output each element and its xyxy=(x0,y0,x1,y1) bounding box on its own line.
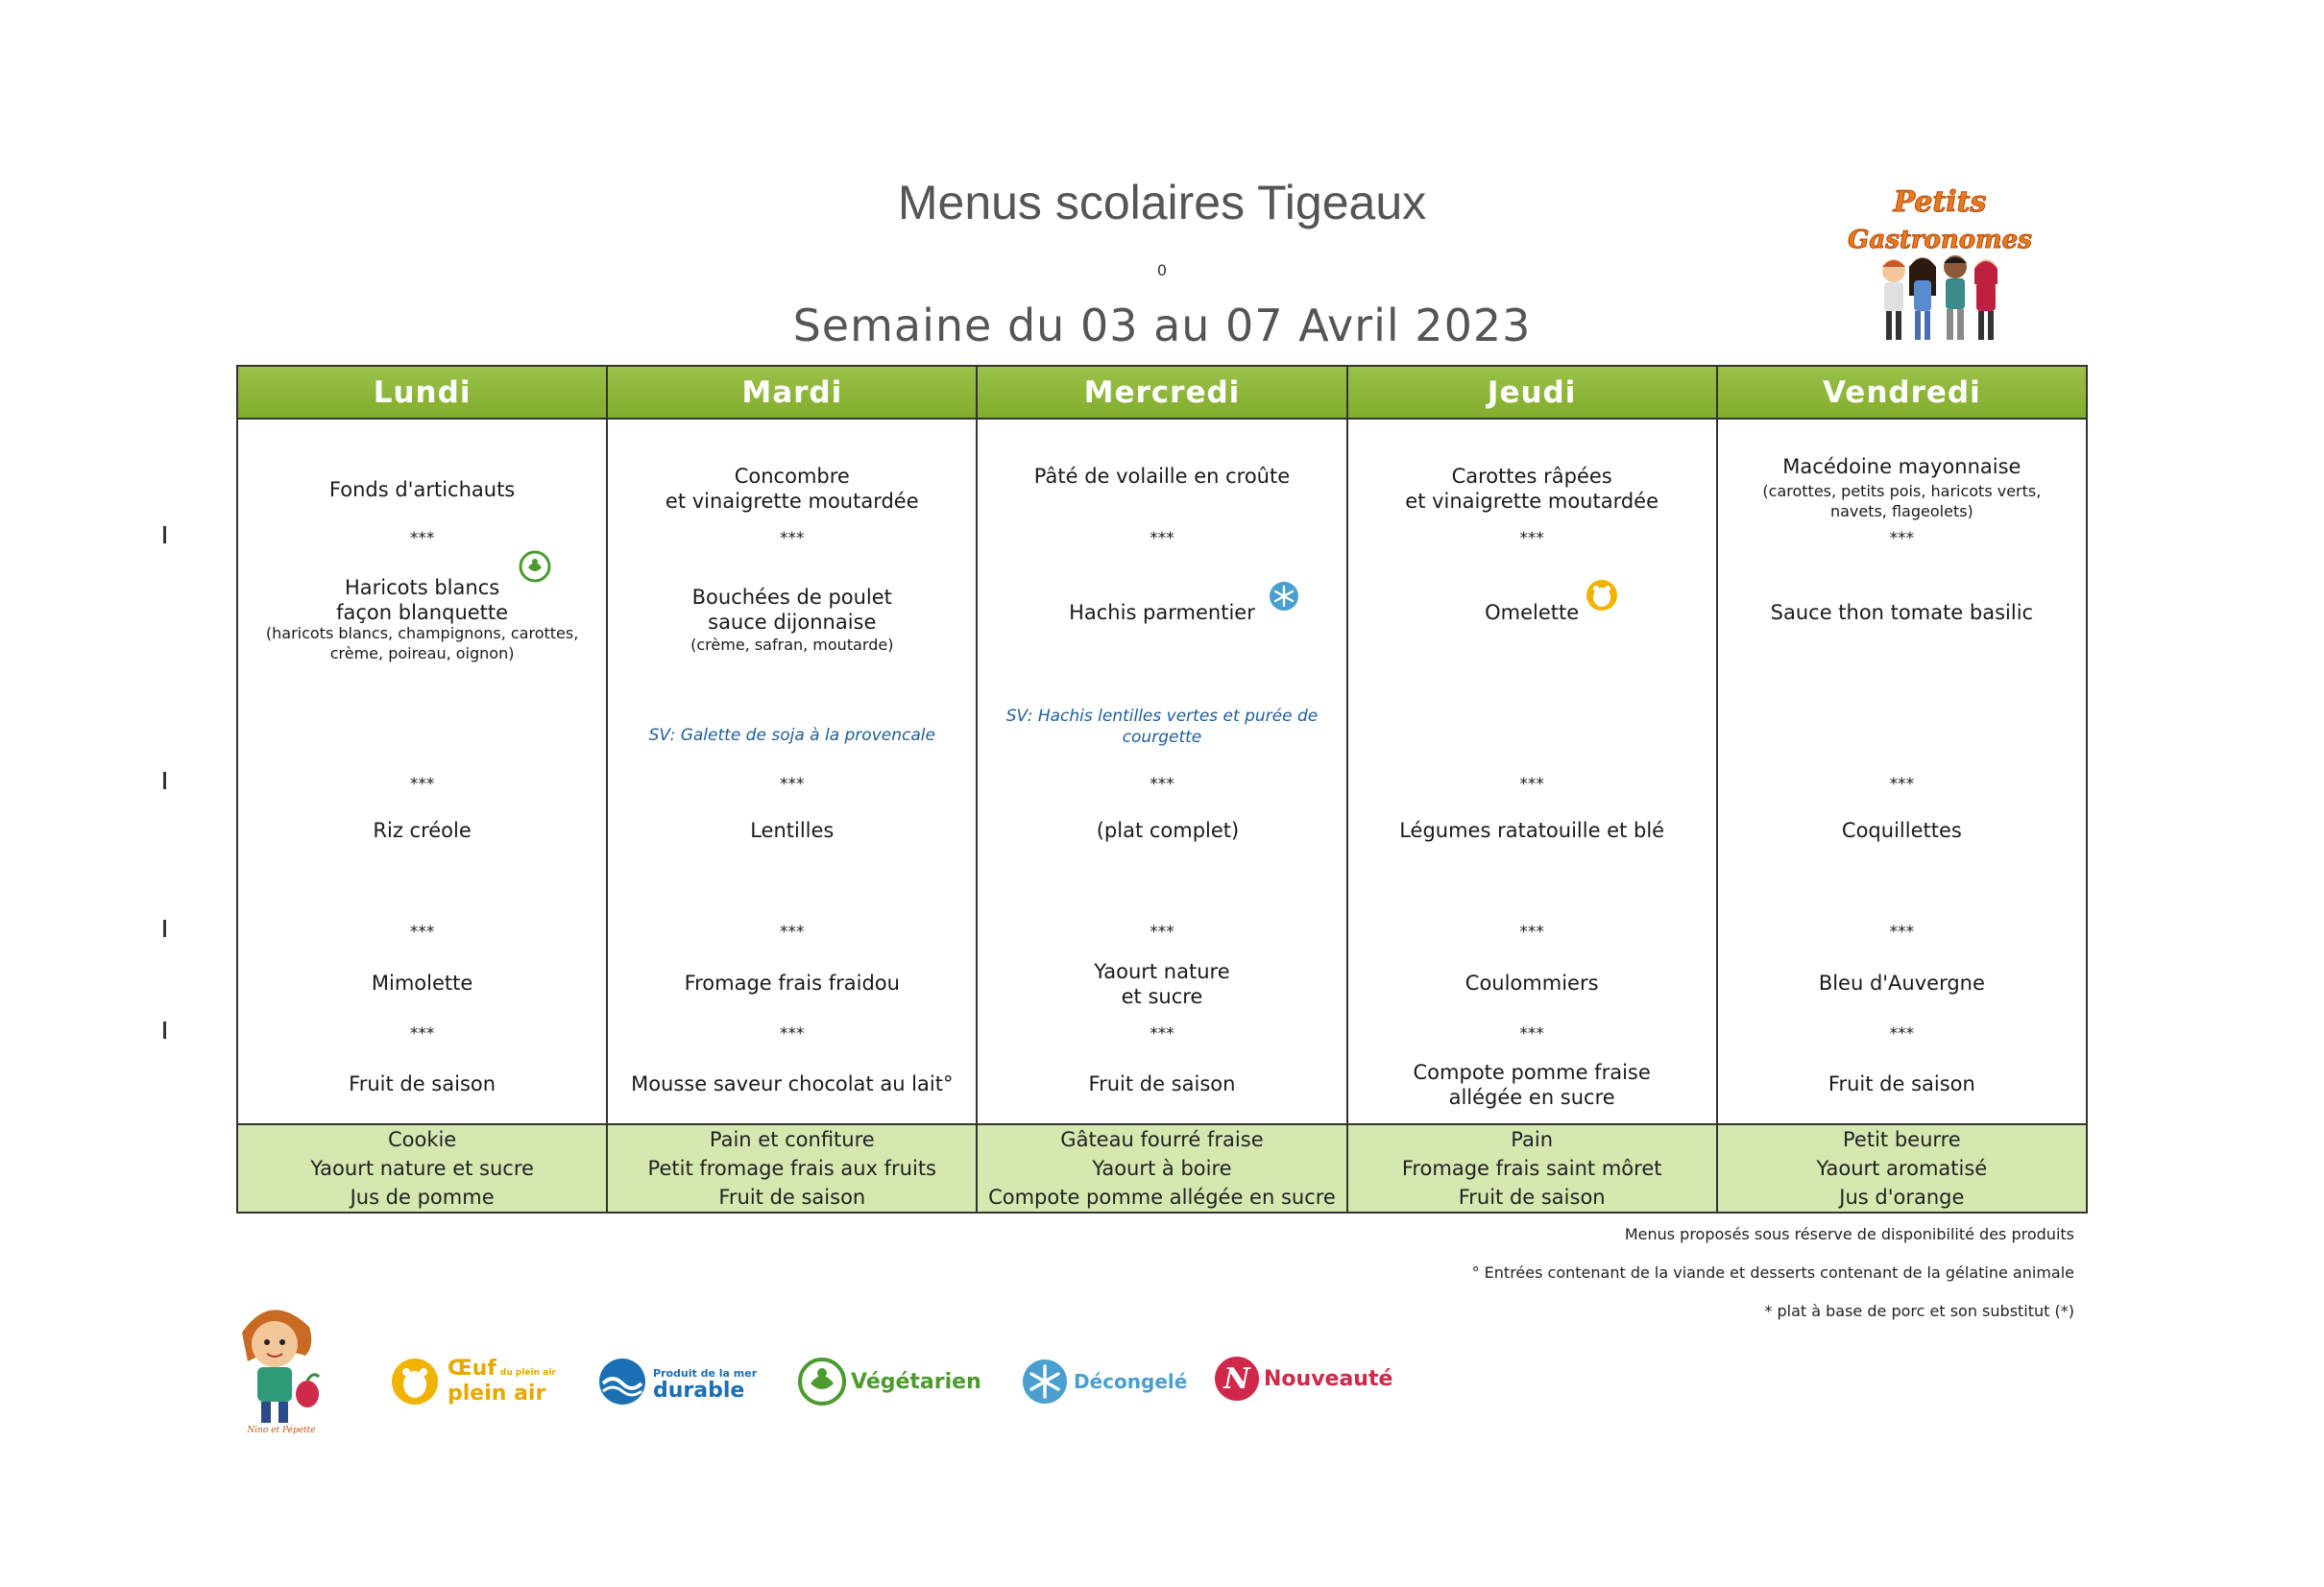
accompagnement: Riz créole xyxy=(373,819,472,842)
legend-decongele: Décongelé xyxy=(1020,1357,1187,1407)
gouter-item: Petit fromage frais aux fruits xyxy=(647,1157,936,1180)
entree: Fonds d'artichauts xyxy=(328,478,516,501)
nouveaute-icon xyxy=(1212,1354,1262,1404)
gouter-item: Jus d'orange xyxy=(1839,1186,1965,1209)
gouter-item: Pain et confiture xyxy=(709,1128,875,1151)
gouter-item: Petit beurre xyxy=(1843,1128,1961,1151)
mascot-illustration xyxy=(229,1294,334,1436)
entree: Concombre et vinaigrette moutardée xyxy=(665,465,919,513)
menu-row xyxy=(237,419,2087,1124)
plat-detail: (haricots blancs, champignons, carottes, crème, poireau, oignon) xyxy=(265,624,579,662)
day-header: Vendredi xyxy=(1717,366,2087,419)
margin-mark xyxy=(163,920,166,937)
legend-nouveaute: N Nouveauté xyxy=(1212,1354,1392,1404)
gouter-jeudi xyxy=(1347,1124,1717,1213)
gouter-mercredi xyxy=(977,1124,1346,1213)
day-column-mercredi xyxy=(977,419,1346,1124)
gouter-item: Fruit de saison xyxy=(1458,1186,1606,1209)
separator: *** xyxy=(1519,775,1544,794)
separator: *** xyxy=(409,775,435,794)
day-header-row xyxy=(237,366,2087,419)
decongele-icon xyxy=(1020,1357,1070,1407)
accompagnement: Légumes ratatouille et blé xyxy=(1399,819,1665,842)
gouter-item: Compote pomme allégée en sucre xyxy=(988,1186,1336,1209)
accompagnement: Lentilles xyxy=(750,819,835,842)
gouter-vendredi xyxy=(1717,1124,2087,1213)
day-header: Lundi xyxy=(237,366,607,419)
sub-marker: 0 xyxy=(1156,261,1168,279)
gouter-item: Jus de pomme xyxy=(350,1186,495,1209)
day-header: Mercredi xyxy=(977,366,1346,419)
vegetarien-icon xyxy=(797,1357,849,1407)
fromage: Fromage frais fraidou xyxy=(684,972,900,995)
gouter-item: Fromage frais saint môret xyxy=(1401,1157,1662,1180)
fromage: Coulommiers xyxy=(1465,972,1599,995)
svg-text:Petits: Petits xyxy=(1893,185,1987,219)
separator: *** xyxy=(1150,923,1174,942)
fromage: Mimolette xyxy=(371,972,473,995)
margin-mark xyxy=(163,772,166,789)
entree: Macédoine mayonnaise xyxy=(1782,455,2021,478)
plat: Hachis parmentier xyxy=(1069,601,1255,624)
separator: *** xyxy=(780,529,805,548)
separator: *** xyxy=(1519,1024,1544,1044)
separator: *** xyxy=(409,923,435,942)
separator: *** xyxy=(1150,775,1174,794)
entree: Carottes râpées et vinaigrette moutardée xyxy=(1405,465,1659,513)
gouter-mardi xyxy=(607,1124,977,1213)
gouter-item: Yaourt nature et sucre xyxy=(310,1157,534,1180)
note-porc: * plat à base de porc et son substitut (*) xyxy=(1764,1302,2074,1320)
dessert: Fruit de saison xyxy=(1828,1072,1975,1095)
separator: *** xyxy=(1150,1024,1174,1044)
menu-table xyxy=(236,365,2088,1214)
dessert: Compote pomme fraise allégée en sucre xyxy=(1413,1061,1651,1109)
separator: *** xyxy=(1519,529,1544,548)
separator: *** xyxy=(1889,775,1915,794)
legend-oeuf: Œuf du plein air plein air xyxy=(390,1357,556,1407)
svg-text:N: N xyxy=(1223,1362,1250,1396)
separator: *** xyxy=(1889,1024,1915,1044)
vegetarien-icon xyxy=(519,550,551,587)
legend-vegetarien: Végétarien xyxy=(797,1357,981,1407)
plat: Bouchées de poulet sauce dijonnaise xyxy=(691,586,892,634)
plat: Omelette xyxy=(1485,601,1580,624)
day-column-lundi xyxy=(237,419,607,1124)
day-header: Mardi xyxy=(607,366,977,419)
separator: *** xyxy=(1889,923,1915,942)
mer-durable-icon xyxy=(597,1357,651,1407)
accompagnement: (plat complet) xyxy=(1096,819,1240,842)
dessert: Fruit de saison xyxy=(1088,1072,1236,1095)
oeuf-plein-air-icon xyxy=(390,1357,444,1407)
gouter-item: Cookie xyxy=(387,1128,457,1151)
gouter-item: Fruit de saison xyxy=(718,1186,866,1209)
dessert: Fruit de saison xyxy=(349,1072,496,1095)
day-column-vendredi xyxy=(1717,419,2087,1124)
separator: *** xyxy=(780,775,805,794)
separator: *** xyxy=(780,923,805,942)
separator: *** xyxy=(1519,923,1544,942)
separator: *** xyxy=(409,1024,435,1044)
day-header: Jeudi xyxy=(1347,366,1717,419)
entree: Pâté de volaille en croûte xyxy=(1033,465,1291,488)
note-gelatine: ° Entrées contenant de la viande et desserts contenant de la gélatine animale xyxy=(1471,1263,2074,1282)
fromage: Bleu d'Auvergne xyxy=(1818,972,1985,995)
margin-mark xyxy=(163,526,166,543)
dessert: Mousse saveur chocolat au lait° xyxy=(631,1072,954,1095)
fromage: Yaourt nature et sucre xyxy=(1094,960,1230,1008)
legend-mer: Produit de la mer durable xyxy=(597,1357,757,1407)
gouter-row xyxy=(237,1124,2087,1213)
accompagnement: Coquillettes xyxy=(1841,819,1962,842)
plat-detail: (crème, safran, moutarde) xyxy=(690,636,894,654)
separator: *** xyxy=(1889,529,1915,548)
entree-detail: (carottes, petits pois, haricots verts, navets, flageolets) xyxy=(1762,482,2042,520)
gouter-item: Yaourt aromatisé xyxy=(1816,1157,1988,1180)
day-column-mardi xyxy=(607,419,977,1124)
gouter-item: Pain xyxy=(1511,1128,1554,1151)
decongele-icon xyxy=(1269,581,1299,615)
plat: Sauce thon tomate basilic xyxy=(1770,601,2034,624)
note-availability: Menus proposés sous réserve de disponibilité des produits xyxy=(1624,1225,2074,1243)
page-title: Menus scolaires Tigeaux xyxy=(897,176,1427,229)
oeuf-plein-air-icon xyxy=(1585,579,1619,615)
sv-substitute: SV: Galette de soja à la provencale xyxy=(648,726,935,745)
separator: *** xyxy=(780,1024,805,1044)
sv-substitute: SV: Hachis lentilles vertes et purée de courgette xyxy=(1005,707,1319,747)
separator: *** xyxy=(1150,529,1174,548)
gouter-item: Gâteau fourré fraise xyxy=(1060,1128,1264,1151)
plat: Haricots blancs façon blanquette xyxy=(336,576,509,624)
day-column-jeudi xyxy=(1347,419,1717,1124)
gouter-lundi xyxy=(237,1124,607,1213)
svg-text:Gastronomes: Gastronomes xyxy=(1848,226,2032,254)
svg-text:Nino et Pépette: Nino et Pépette xyxy=(247,1426,316,1435)
separator: *** xyxy=(409,529,435,548)
margin-mark xyxy=(163,1022,166,1039)
gouter-item: Yaourt à boire xyxy=(1092,1157,1232,1180)
week-title: Semaine du 03 au 07 Avril 2023 xyxy=(792,300,1532,351)
petits-gastronomes-logo xyxy=(1848,173,2032,350)
